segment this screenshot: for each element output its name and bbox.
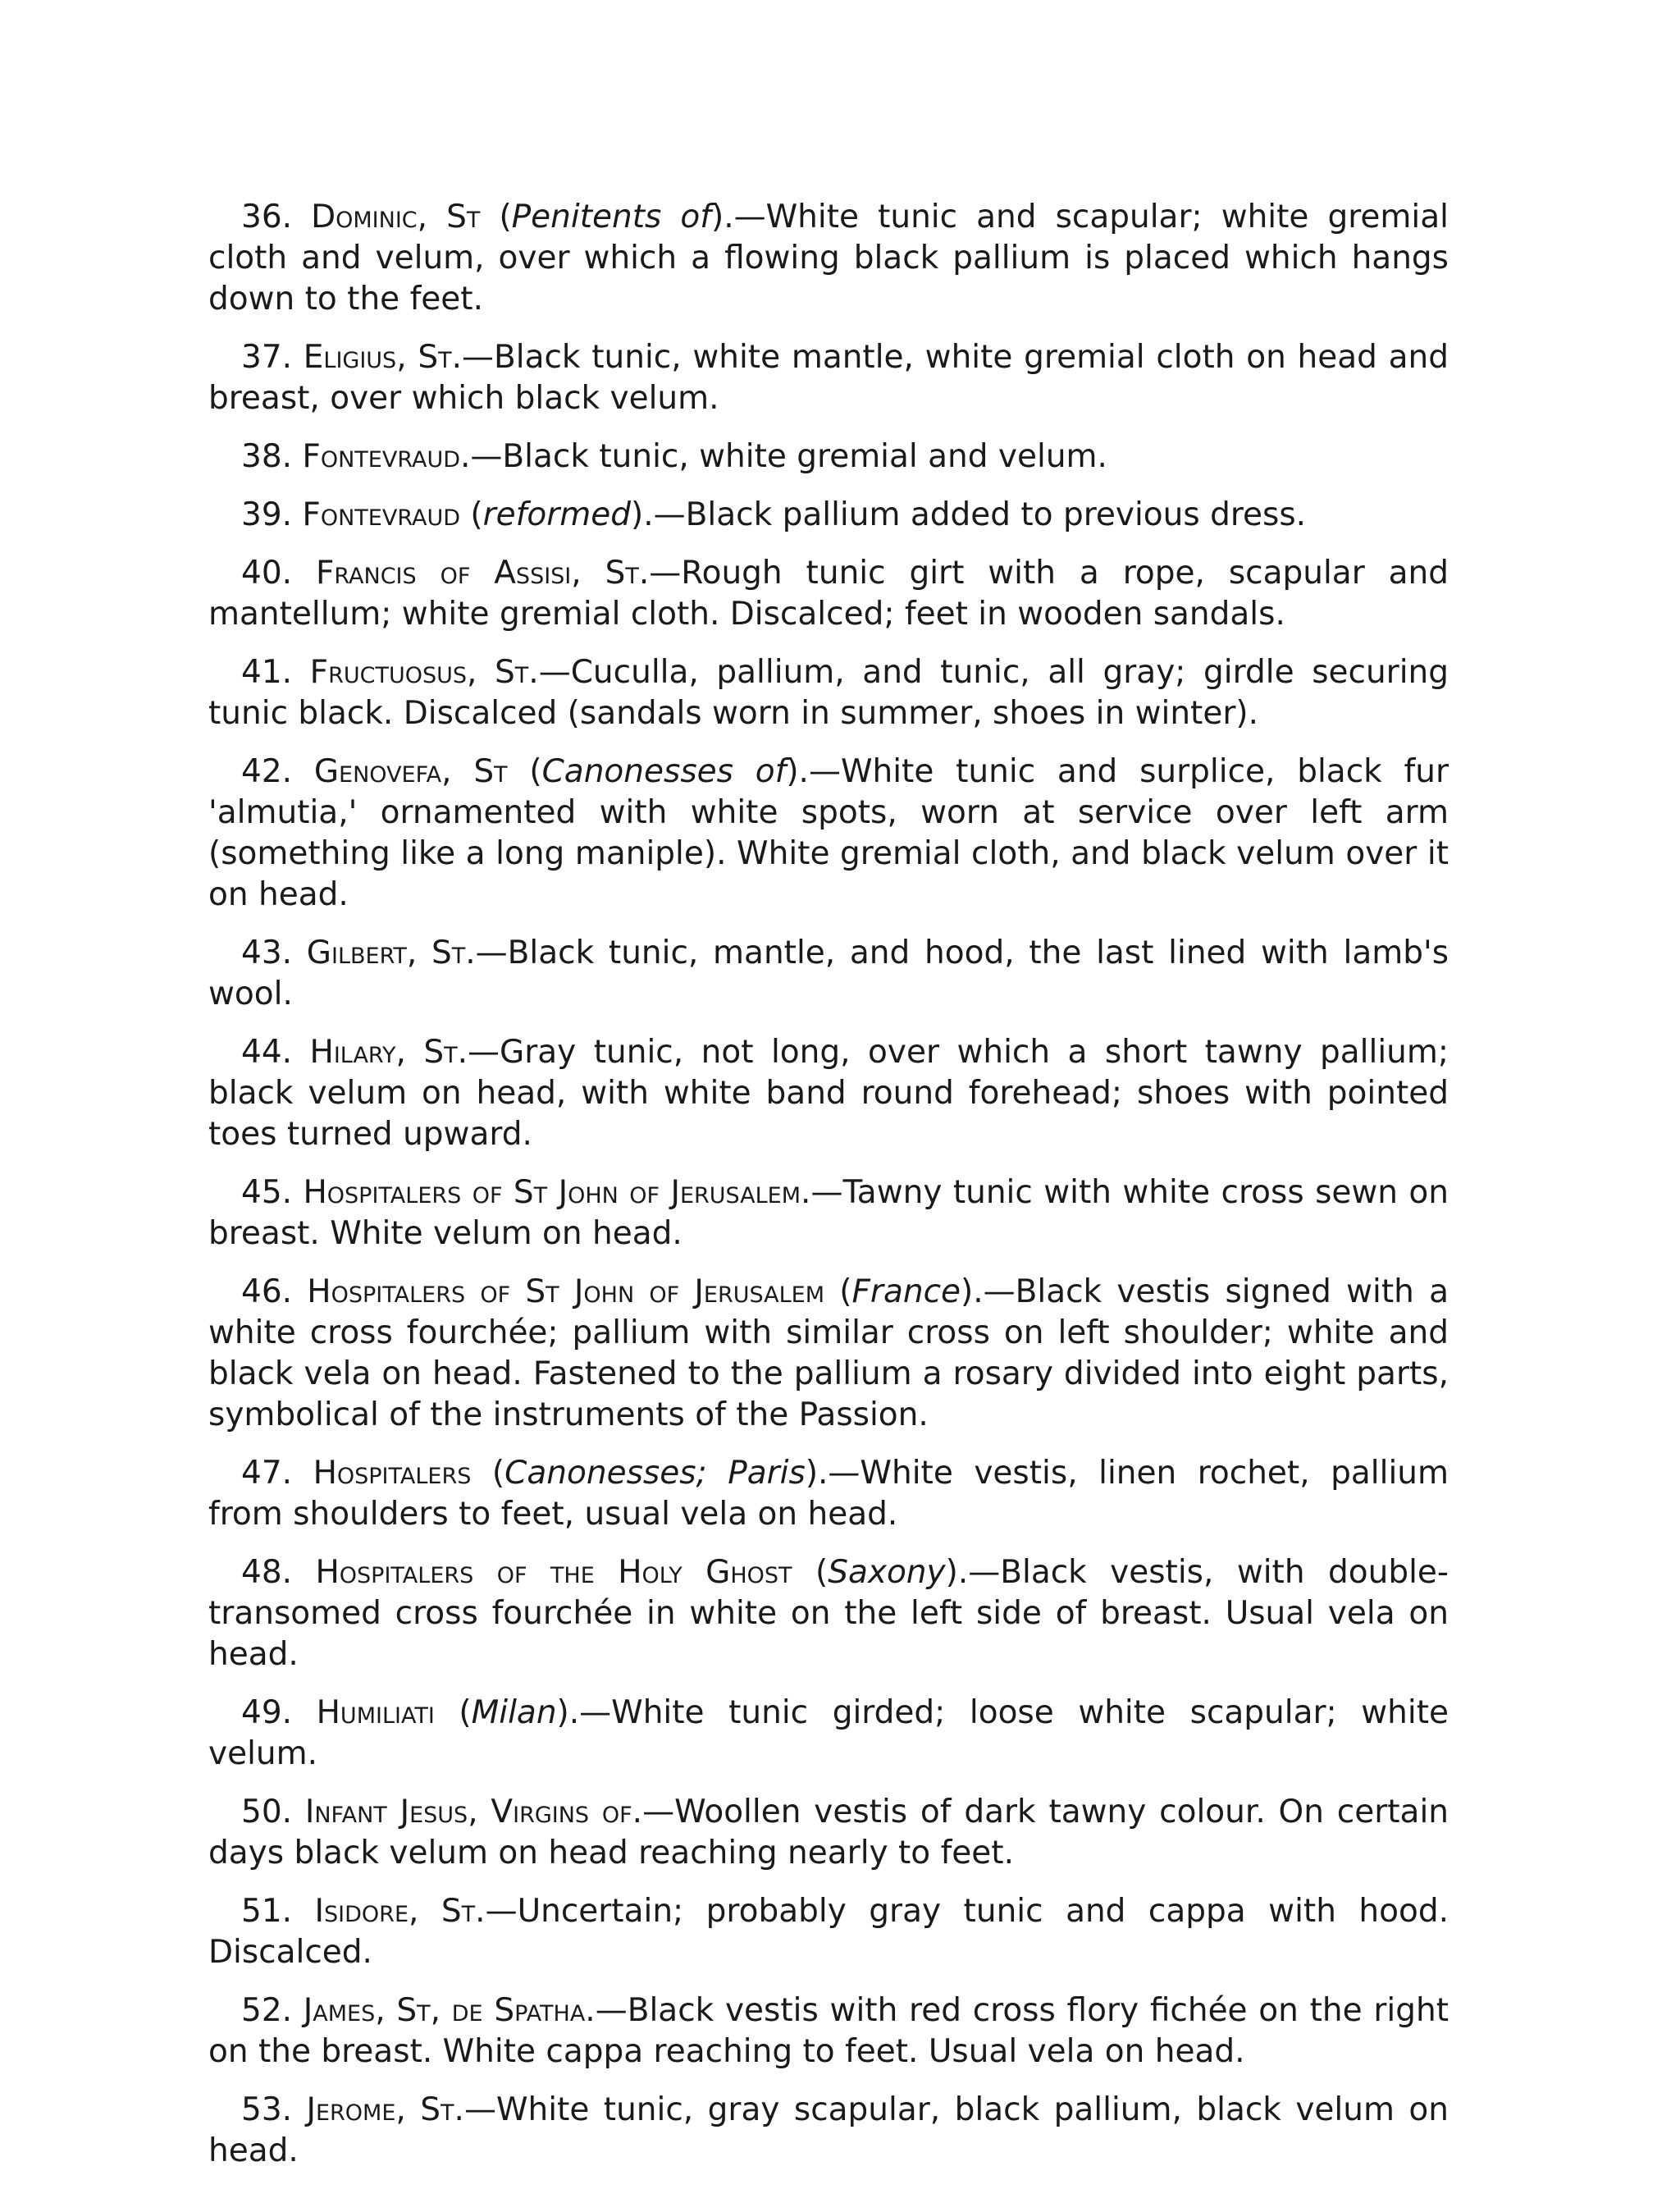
entry-text: —Uncertain; probably gray tunic and cappa with hood. Discalced. [208,1893,1449,1971]
document-page [208,197,1449,2189]
entry-heading: Fontevraud. [302,438,471,475]
entry-heading: St [446,199,481,235]
entry-text: 47. [241,1455,313,1492]
entry-text: —Rough tunic girt with a rope, scapular and mantellum; white gremial cloth. Discalced; feet in wooden sandals. [208,555,1449,633]
entry-qualifier: Canonesses; Paris [504,1455,806,1492]
entry-heading: St. [418,339,462,376]
entry-text: , [467,654,495,691]
entry-text: 44. [241,1034,310,1071]
entry-text: ).—White vestis, linen rochet, pallium from shoulders to feet, usual vela on head. [208,1455,1449,1533]
entry-text: ).—White tunic and surplice, black fur 'almutia,' ornamented with white spots, worn at service over left arm (something like a long maniple). White gremial cloth, and black velum over it on head. [208,753,1449,913]
entry-text: 36. [241,199,312,235]
entry-paragraph [208,1792,1449,1874]
entry-text: , [396,339,418,376]
entry-qualifier: Canonesses of [541,753,787,790]
entry-paragraph [208,1032,1449,1155]
entry-paragraph [208,197,1449,320]
entry-text: 53. [241,2091,307,2128]
entry-heading: Hilary [309,1034,396,1071]
entry-text: —Tawny tunic with white cross sewn on breast. White velum on head. [208,1174,1449,1252]
entry-text: —White tunic, gray scapular, black pallium, black velum on head. [208,2091,1449,2169]
entry-heading: St. [420,2091,464,2128]
entry-heading: Fontevraud [302,496,461,533]
entry-text: 49. [241,1694,317,1731]
entry-qualifier: Saxony [828,1554,946,1591]
entry-text: ( [824,1273,852,1310]
entry-text: 41. [241,654,310,691]
entry-heading: Hospitalers of St John of Jerusalem [307,1273,825,1310]
entry-text: 43. [241,935,307,971]
entry-heading: Dominic [311,199,418,235]
entry-text: , [571,555,605,592]
entry-text: ( [434,1694,472,1731]
entry-heading: St. [441,1893,486,1930]
entry-heading: Gilbert [306,935,407,971]
entry-heading: St. [495,654,539,691]
entry-text: —Black vestis with red cross flory fichée on the right on the breast. White cappa reaching to feet. Usual vela on head. [208,1992,1449,2070]
entry-text: —Gray tunic, not long, over which a short tawny pallium; black velum on head, with white band round forehead; shoes with pointed toes turned upward. [208,1034,1449,1153]
entry-text: 50. [241,1794,305,1830]
entry-paragraph [208,1891,1449,1973]
entry-qualifier: Milan [471,1694,557,1731]
entry-paragraph [208,652,1449,734]
entry-text: ).—Black vestis, with double-transomed cross fourchée in white on the left side of breast. Usual vela on head. [208,1554,1449,1673]
entry-heading: Humiliati [316,1694,435,1731]
entry-paragraph [208,1990,1449,2072]
entry-heading: Hospitalers of St John of Jerusalem. [303,1174,811,1211]
entry-text: 42. [241,753,314,790]
entry-text: 51. [241,1893,315,1930]
entry-heading: St. [423,1034,468,1071]
entry-text: ).—Black vestis signed with a white cross fourchée; pallium with similar cross on left shoulder; white and black vela on head. Fastened to the pallium a rosary divided into eight parts, symbolical of the instruments of the Passion. [208,1273,1449,1433]
entry-text: ( [471,1455,505,1492]
entry-heading: St. [431,935,476,971]
entry-text: 37. [241,339,304,376]
entry-paragraph [208,752,1449,916]
entry-text: 45. [241,1174,304,1211]
entry-heading: Isidore [314,1893,409,1930]
entry-text: —Black tunic, mantle, and hood, the last lined with lamb's wool. [208,935,1449,1012]
entry-heading: James, St, de Spatha. [303,1992,596,2029]
entry-paragraph [208,1172,1449,1254]
entry-heading: St [473,753,508,790]
entry-text: , [395,2091,421,2128]
entry-text: 40. [241,555,316,592]
entry-paragraph [208,337,1449,419]
entry-text: —Black tunic, white gremial and velum. [470,438,1107,475]
entry-paragraph [208,553,1449,635]
entry-heading: Francis of Assisi [315,555,572,592]
entry-text: 39. [241,496,303,533]
entry-heading: Jerome [306,2091,396,2128]
entry-paragraph [208,1272,1449,1436]
entry-text: —Black tunic, white mantle, white gremial cloth on head and breast, over which black velum. [208,339,1449,417]
entry-heading: Infant Jesus, Virgins of. [304,1794,643,1830]
entry-heading: St. [605,555,650,592]
entry-text: , [406,935,432,971]
entry-text: ( [507,753,542,790]
entry-heading: Fructuosus [309,654,468,691]
entry-text: ( [480,199,512,235]
entry-paragraph [208,1453,1449,1535]
entry-paragraph [208,2090,1449,2172]
entry-paragraph [208,933,1449,1015]
entry-text: , [395,1034,424,1071]
entry-text: ).—White tunic girded; loose white scapular; white velum. [208,1694,1449,1772]
entry-paragraph [208,436,1449,478]
entry-text: 46. [241,1273,308,1310]
entry-text: —Woollen vestis of dark tawny colour. On certain days black velum on head reaching nearly to feet. [208,1794,1449,1871]
entry-heading: Genovefa [313,753,442,790]
entry-qualifier: France [851,1273,961,1310]
entry-paragraph [208,495,1449,536]
entry-qualifier: Penitents of [511,199,711,235]
entry-heading: Hospitalers of the Holy Ghost [315,1554,792,1591]
entry-text: —Cuculla, pallium, and tunic, all gray; girdle securing tunic black. Discalced (sandals worn in summer, shoes in winter). [208,654,1449,732]
entry-heading: Hospitalers [313,1455,472,1492]
entry-text: ).—Black pallium added to previous dress. [631,496,1307,533]
entry-heading: Eligius [303,339,397,376]
entry-text: 38. [241,438,303,475]
entry-text: ).—White tunic and scapular; white gremial cloth and velum, over which a flowing black pallium is placed which hangs down to the feet. [208,199,1449,318]
entry-text: , [417,199,447,235]
entry-qualifier: reformed [482,496,632,533]
entry-text: 52. [241,1992,304,2029]
entry-paragraph [208,1552,1449,1675]
entry-text: ( [792,1554,829,1591]
entry-text: , [441,753,474,790]
entry-text: ( [460,496,483,533]
entry-text: , [409,1893,441,1930]
entry-text: 48. [241,1554,316,1591]
entry-paragraph [208,1693,1449,1775]
